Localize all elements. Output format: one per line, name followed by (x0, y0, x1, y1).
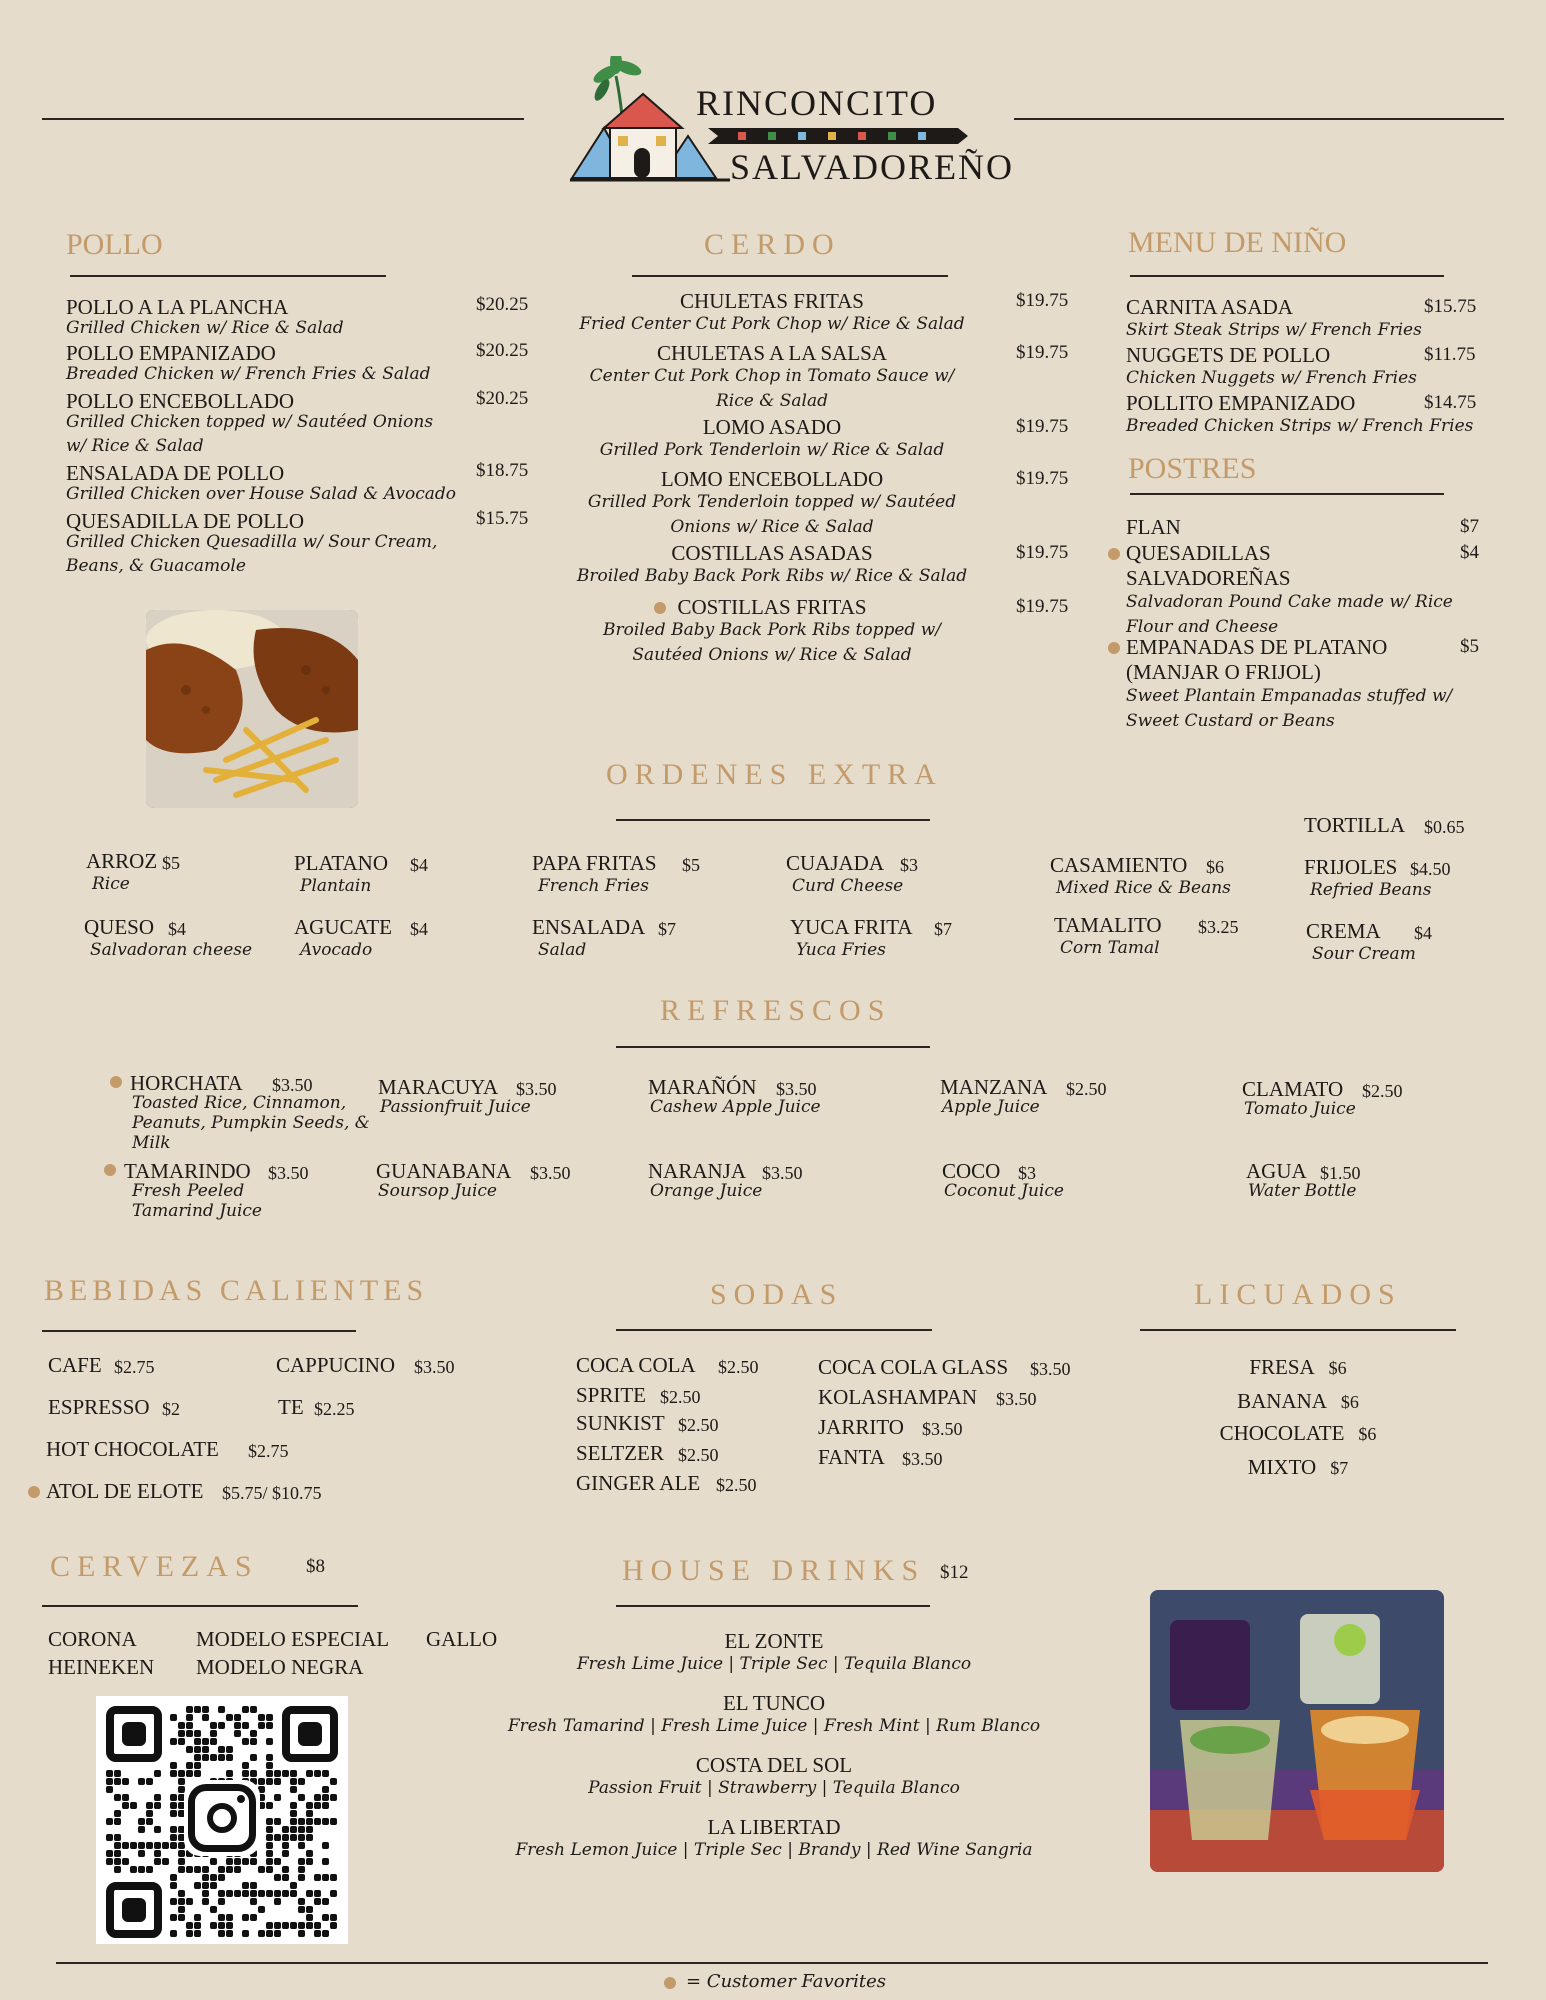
brand-name-line1: RINCONCITO (696, 83, 938, 123)
extra-item-desc: Sour Cream (1312, 944, 1416, 964)
refresco-price: $1.50 (1320, 1163, 1361, 1183)
menu-item-price: $11.75 (1424, 344, 1476, 365)
menu-item-desc: Sweet Plantain Empanadas stuffed w/ (1126, 686, 1453, 706)
menu-item-price: $19.75 (1016, 468, 1069, 489)
extra-item-desc: Plantain (300, 876, 372, 896)
favorites-legend: = Customer Favorites (686, 1971, 887, 1992)
hot-drink-name: CAPPUCINO (276, 1353, 396, 1377)
licuado-name: MIXTO (1247, 1455, 1317, 1479)
licuado-item (1140, 1390, 1456, 1413)
menu-item-desc: Beans, & Guacamole (66, 556, 246, 576)
house-heading: HOUSE DRINKS (622, 1554, 926, 1587)
extra-item-name: FRIJOLES (1304, 855, 1398, 879)
licuado-item (1140, 1456, 1456, 1479)
refresco-desc: Tamarind Juice (132, 1201, 262, 1221)
licuado-item (1140, 1422, 1456, 1445)
menu-item-desc: Flour and Cheese (1126, 617, 1279, 637)
menu-item-price: $19.75 (1016, 416, 1069, 437)
licuado-price: $6 (1328, 1358, 1347, 1378)
refresco-desc: Toasted Rice, Cinnamon, (132, 1093, 347, 1113)
favorite-dot-legend (664, 1977, 676, 1989)
house-drink-desc: Passion Fruit | Strawberry | Tequila Blanco (588, 1778, 960, 1798)
licuado-name: CHOCOLATE (1219, 1421, 1345, 1445)
menu-item-name: LOMO ENCEBOLLADO (660, 467, 884, 491)
hot-drink-name: CAFE (48, 1353, 102, 1377)
refresco-desc: Soursop Juice (378, 1181, 497, 1201)
extra-item-desc: Salvadoran cheese (90, 940, 253, 960)
extra-item-price: $0.65 (1424, 817, 1465, 837)
drinks-photo (1150, 1590, 1444, 1872)
extra-item-desc: Curd Cheese (792, 876, 904, 896)
menu-item-price: $19.75 (1016, 290, 1069, 311)
menu-item-desc: Grilled Pork Tenderloin topped w/ Sautéed (587, 492, 957, 512)
menu-item-desc: Broiled Baby Back Pork Ribs w/ Rice & Salad (576, 566, 968, 586)
hot-drink-price: $2.75 (248, 1441, 289, 1461)
menu-item-name: LOMO ASADO (702, 415, 842, 439)
logo (570, 52, 1015, 192)
refresco-name: MARACUYA (378, 1075, 499, 1099)
menu-item-desc: Salvadoran Pound Cake made w/ Rice (1126, 592, 1453, 612)
menu-item-price: $5 (1460, 636, 1479, 657)
menu-item-price: $19.75 (1016, 542, 1069, 563)
menu-item-name: (MANJAR O FRIJOL) (1126, 660, 1321, 684)
menu-item-name: COSTILLAS ASADAS (671, 541, 873, 565)
cerdo-heading: CERDO (704, 228, 841, 261)
favorite-dot (654, 602, 666, 614)
extra-item-name: TORTILLA (1304, 813, 1406, 837)
menu-item-price: $7 (1460, 516, 1479, 537)
extra-item-price: $4 (168, 919, 186, 939)
refresco-desc: Fresh Peeled (132, 1181, 245, 1201)
menu-item-desc: w/ Rice & Salad (66, 436, 204, 456)
calientes-heading: BEBIDAS CALIENTES (44, 1274, 429, 1307)
hot-drink-name: HOT CHOCOLATE (46, 1437, 219, 1461)
menu-item-price: $4 (1460, 542, 1479, 563)
favorite-dot (1108, 642, 1120, 654)
extra-item-desc: French Fries (538, 876, 649, 896)
refresco-desc: Milk (132, 1133, 171, 1153)
licuado-price: $7 (1330, 1458, 1349, 1478)
refresco-name: MANZANA (940, 1075, 1048, 1099)
house-drink-name: COSTA DEL SOL (695, 1753, 853, 1777)
nino-heading: MENU DE NIÑO (1128, 226, 1347, 259)
extra-heading: ORDENES EXTRA (606, 758, 943, 791)
menu-item-name: EMPANADAS DE PLATANO (1126, 635, 1388, 659)
menu-item-desc: Sautéed Onions w/ Rice & Salad (632, 645, 912, 665)
refresco-desc: Apple Juice (942, 1097, 1040, 1117)
menu-item-price: $20.25 (476, 294, 529, 315)
sodas-heading: SODAS (710, 1278, 844, 1311)
soda-price: $2.50 (718, 1357, 759, 1377)
instagram-qr-code (96, 1696, 348, 1944)
soda-name: COCA COLA (576, 1353, 696, 1377)
menu-item-name: SALVADOREÑAS (1126, 566, 1291, 590)
menu-item-desc: Grilled Chicken topped w/ Sautéed Onions (66, 412, 434, 432)
refresco-price: $2.50 (1066, 1079, 1107, 1099)
refresco-name: GUANABANA (376, 1159, 512, 1183)
menu-item-name: FLAN (1126, 515, 1181, 539)
house-price: $12 (940, 1562, 969, 1583)
extra-item-price: $4 (410, 919, 428, 939)
menu-item-desc: Rice & Salad (716, 391, 828, 411)
menu-item-name: CARNITA ASADA (1126, 295, 1293, 319)
instagram-icon (184, 1780, 260, 1856)
menu-item-price: $20.25 (476, 388, 529, 409)
licuado-name: BANANA (1237, 1389, 1327, 1413)
extra-item-name: PAPA FRITAS (532, 851, 657, 875)
extra-item-name: TAMALITO (1054, 913, 1162, 937)
extra-item-name: CASAMIENTO (1050, 853, 1188, 877)
extra-item-price: $7 (658, 919, 676, 939)
menu-item-name: COSTILLAS FRITAS (677, 595, 867, 619)
menu-item-desc: Center Cut Pork Chop in Tomato Sauce w/ (589, 366, 955, 386)
hot-drink-price: $2.25 (314, 1399, 355, 1419)
refresco-name: MARAÑÓN (648, 1075, 757, 1099)
refresco-price: $2.50 (1362, 1081, 1403, 1101)
house-drink-desc: Fresh Tamarind | Fresh Lime Juice | Fresh Mint | Rum Blanco (507, 1716, 1041, 1736)
hot-drink-name: TE (278, 1395, 304, 1419)
soda-price: $2.50 (678, 1415, 719, 1435)
extra-item-name: QUESO (84, 915, 155, 939)
refresco-desc: Passionfruit Juice (380, 1097, 531, 1117)
extra-item-price: $4 (410, 855, 428, 875)
menu-item-name: CHULETAS FRITAS (680, 289, 864, 313)
postres-heading: POSTRES (1128, 452, 1257, 485)
menu-item-name: CHULETAS A LA SALSA (657, 341, 887, 365)
pollo-heading: POLLO (66, 228, 163, 261)
favorite-dot (28, 1486, 40, 1498)
house-drink-desc: Fresh Lemon Juice | Triple Sec | Brandy | Red Wine Sangria (515, 1840, 1033, 1860)
licuado-price: $6 (1358, 1424, 1377, 1444)
hot-drink-name: ESPRESSO (48, 1395, 150, 1419)
soda-price: $3.50 (1030, 1359, 1071, 1379)
soda-price: $3.50 (902, 1449, 943, 1469)
menu-item-desc: Grilled Pork Tenderloin w/ Rice & Salad (599, 440, 945, 460)
soda-name: JARRITO (818, 1415, 904, 1439)
extra-item-desc: Avocado (300, 940, 373, 960)
hot-drink-price: $2 (162, 1399, 180, 1419)
soda-name: SUNKIST (576, 1411, 665, 1435)
refresco-name: CLAMATO (1242, 1077, 1344, 1101)
refresco-price: $3.50 (762, 1163, 803, 1183)
menu-item-price: $19.75 (1016, 342, 1069, 363)
menu-item-price: $19.75 (1016, 596, 1069, 617)
beer-name: MODELO ESPECIAL (196, 1627, 390, 1651)
soda-price: $2.50 (660, 1387, 701, 1407)
menu-item-desc: Sweet Custard or Beans (1126, 711, 1335, 731)
extra-item-desc: Corn Tamal (1060, 938, 1160, 958)
extra-item-price: $5 (162, 853, 180, 873)
menu-item-desc: Grilled Chicken w/ Rice & Salad (66, 318, 344, 338)
menu-item-desc: Grilled Chicken Quesadilla w/ Sour Cream, (66, 532, 438, 552)
soda-price: $2.50 (716, 1475, 757, 1495)
menu-item-name: ENSALADA DE POLLO (66, 461, 285, 485)
menu-item-price: $14.75 (1424, 392, 1477, 413)
menu-item-name: POLLO A LA PLANCHA (66, 295, 289, 319)
house-drink-name: EL TUNCO (722, 1691, 826, 1715)
extra-item-price: $4 (1414, 923, 1432, 943)
refresco-name: TAMARINDO (124, 1159, 251, 1183)
extra-item-name: ENSALADA (532, 915, 646, 939)
brand-name-line2: SALVADOREÑO (730, 147, 1015, 187)
beer-name: HEINEKEN (48, 1655, 155, 1679)
beer-name: MODELO NEGRA (196, 1655, 364, 1679)
hot-drink-price: $2.75 (114, 1357, 155, 1377)
hot-drink-price: $3.50 (414, 1357, 455, 1377)
refresco-desc: Cashew Apple Juice (650, 1097, 821, 1117)
refresco-name: HORCHATA (130, 1071, 243, 1095)
refresco-name: COCO (942, 1159, 1001, 1183)
licuado-name: FRESA (1249, 1355, 1315, 1379)
extra-item-desc: Rice (92, 874, 130, 894)
cervezas-price: $8 (306, 1556, 325, 1577)
soda-name: GINGER ALE (576, 1471, 701, 1495)
refresco-price: $3.50 (268, 1163, 309, 1183)
refresco-desc: Peanuts, Pumpkin Seeds, & (132, 1113, 370, 1133)
favorite-dot (110, 1076, 122, 1088)
menu-item-name: NUGGETS DE POLLO (1126, 343, 1331, 367)
menu-item-name: POLLITO EMPANIZADO (1126, 391, 1356, 415)
refresco-price: $3.50 (530, 1163, 571, 1183)
extra-item-name: ARROZ (86, 849, 158, 873)
extra-item-name: CREMA (1306, 919, 1381, 943)
menu-item-price: $15.75 (476, 508, 529, 529)
soda-price: $2.50 (678, 1445, 719, 1465)
extra-item-price: $4.50 (1410, 859, 1451, 879)
extra-item-price: $3.25 (1198, 917, 1239, 937)
menu-item-name: QUESADILLA DE POLLO (66, 509, 304, 533)
extra-item-name: PLATANO (294, 851, 388, 875)
menu-item-desc: Fried Center Cut Pork Chop w/ Rice & Salad (579, 314, 965, 334)
refresco-desc: Orange Juice (650, 1181, 763, 1201)
house-drink-name: LA LIBERTAD (707, 1815, 841, 1839)
refresco-price: $3.50 (516, 1079, 557, 1099)
favorite-dot (104, 1164, 116, 1176)
menu-item-desc: Skirt Steak Strips w/ French Fries (1126, 320, 1422, 340)
chicken-photo (146, 610, 358, 808)
extra-item-name: CUAJADA (786, 851, 885, 875)
extra-item-desc: Yuca Fries (796, 940, 886, 960)
menu-item-price: $18.75 (476, 460, 529, 481)
favorite-dot (1108, 548, 1120, 560)
menu-item-name: QUESADILLAS (1126, 541, 1271, 565)
soda-name: SPRITE (576, 1383, 647, 1407)
refresco-desc: Water Bottle (1248, 1181, 1357, 1201)
menu-item-desc: Onions w/ Rice & Salad (670, 517, 874, 537)
menu-item-desc: Breaded Chicken w/ French Fries & Salad (66, 364, 431, 384)
menu-item-desc: Grilled Chicken over House Salad & Avocado (66, 484, 456, 504)
refresco-name: NARANJA (648, 1159, 747, 1183)
refresco-price: $3.50 (272, 1075, 313, 1095)
refresco-price: $3.50 (776, 1079, 817, 1099)
beer-name: CORONA (48, 1627, 137, 1651)
licuados-heading: LICUADOS (1194, 1278, 1402, 1311)
menu-item-desc: Broiled Baby Back Pork Ribs topped w/ (603, 620, 941, 640)
refresco-price: $3 (1018, 1163, 1036, 1183)
menu-item-desc: Chicken Nuggets w/ French Fries (1126, 368, 1417, 388)
soda-name: KOLASHAMPAN (818, 1385, 978, 1409)
refresco-desc: Tomato Juice (1244, 1099, 1356, 1119)
extra-item-name: AGUCATE (294, 915, 392, 939)
hot-drink-price: $5.75/ $10.75 (222, 1483, 322, 1503)
menu-item-price: $20.25 (476, 340, 529, 361)
soda-price: $3.50 (922, 1419, 963, 1439)
soda-name: SELTZER (576, 1441, 664, 1465)
extra-item-price: $6 (1206, 857, 1224, 877)
soda-name: FANTA (818, 1445, 885, 1469)
brand-pattern (708, 128, 968, 144)
extra-item-price: $3 (900, 855, 918, 875)
licuado-price: $6 (1340, 1392, 1359, 1412)
extra-item-desc: Refried Beans (1310, 880, 1432, 900)
hot-drink-name: ATOL DE ELOTE (46, 1479, 204, 1503)
menu-item-price: $15.75 (1424, 296, 1477, 317)
soda-price: $3.50 (996, 1389, 1037, 1409)
extra-item-price: $5 (682, 855, 700, 875)
refrescos-heading: REFRESCOS (660, 994, 892, 1027)
cervezas-heading: CERVEZAS (50, 1550, 259, 1583)
beer-name: GALLO (426, 1627, 498, 1651)
house-drink-name: EL ZONTE (724, 1629, 824, 1653)
extra-item-desc: Salad (538, 940, 587, 960)
house-drink-desc: Fresh Lime Juice | Triple Sec | Tequila Blanco (576, 1654, 972, 1674)
menu-item-name: POLLO EMPANIZADO (66, 341, 276, 365)
extra-item-price: $7 (934, 919, 952, 939)
refresco-desc: Coconut Juice (944, 1181, 1064, 1201)
licuado-item (1140, 1356, 1456, 1379)
extra-item-name: YUCA FRITA (790, 915, 913, 939)
menu-item-name: POLLO ENCEBOLLADO (66, 389, 295, 413)
extra-item-desc: Mixed Rice & Beans (1056, 878, 1231, 898)
menu-item-desc: Breaded Chicken Strips w/ French Fries (1126, 416, 1474, 436)
soda-name: COCA COLA GLASS (818, 1355, 1009, 1379)
refresco-name: AGUA (1246, 1159, 1307, 1183)
